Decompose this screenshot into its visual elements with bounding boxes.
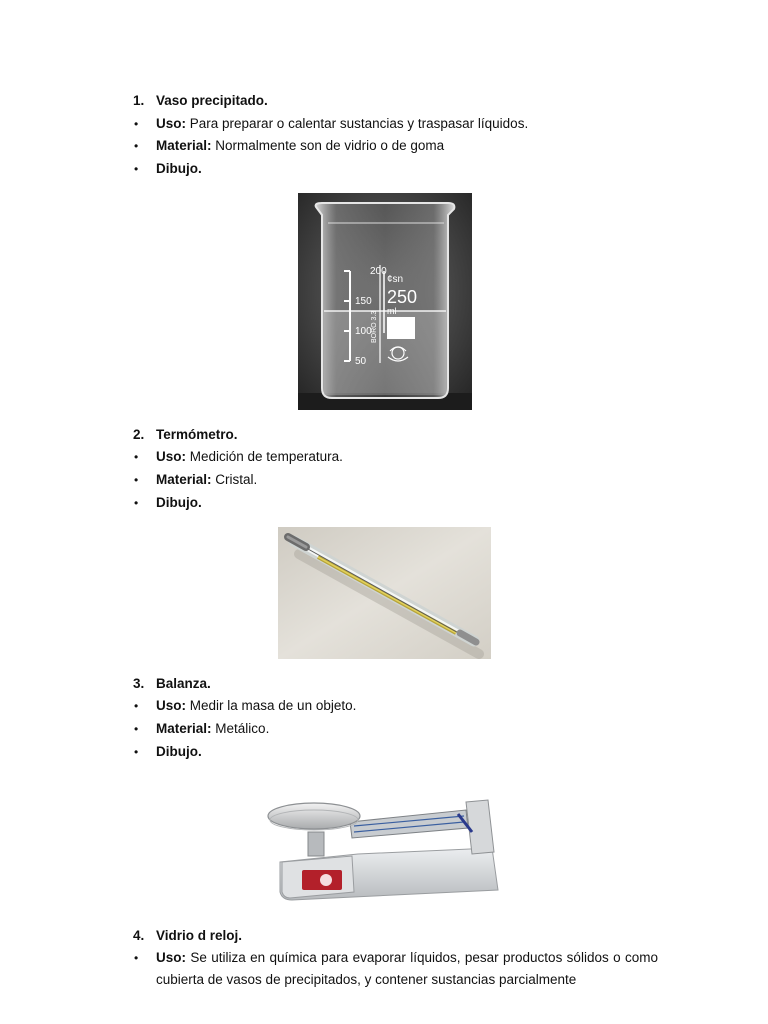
uso-label: Uso: — [156, 116, 186, 131]
item-4-title: Vidrio d reloj. — [156, 928, 243, 943]
bullet: • — [134, 722, 139, 736]
item-3-number: 3. — [133, 676, 145, 691]
beaker-photo — [298, 193, 472, 410]
dibujo-label: Dibujo. — [156, 744, 202, 759]
capacity-prefix: ¢sn — [387, 274, 404, 285]
item-1-number: 1. — [133, 93, 145, 108]
item-2-title: Termómetro. — [156, 427, 238, 442]
bullet: • — [134, 117, 139, 131]
mark-200: 200 — [370, 266, 387, 277]
material-text: Cristal. — [215, 472, 258, 487]
uso-text: Para preparar o calentar sustancias y traspasar líquidos. — [189, 116, 529, 131]
mark-50: 50 — [355, 356, 367, 367]
material-text: Metálico. — [215, 721, 270, 736]
bullet: • — [134, 745, 139, 759]
dibujo-label: Dibujo. — [156, 495, 202, 510]
bullet: • — [134, 699, 139, 713]
brand-label: BORO 3.3 — [371, 310, 378, 343]
uso-text: Medición de temperatura. — [189, 449, 343, 464]
thermometer-photo — [278, 527, 491, 659]
balance-scale-icon — [262, 792, 502, 905]
uso-label: Uso: — [156, 950, 186, 965]
uso-label: Uso: — [156, 449, 186, 464]
item-3-title: Balanza. — [156, 676, 211, 691]
bullet: • — [134, 496, 139, 510]
item-2-number: 2. — [133, 427, 145, 442]
bullet: • — [134, 450, 139, 464]
beaker-icon — [298, 193, 472, 410]
material-text: Normalmente son de vidrio o de goma — [215, 138, 445, 153]
bullet: • — [134, 139, 139, 153]
bullet: • — [134, 162, 139, 176]
material-label: Material: — [156, 138, 212, 153]
mark-100: 100 — [355, 326, 372, 337]
uso-label: Uso: — [156, 698, 186, 713]
bullet: • — [134, 473, 139, 487]
thermometer-icon — [278, 527, 491, 659]
item-4-number: 4. — [133, 928, 145, 943]
uso-text: Medir la masa de un objeto. — [189, 698, 357, 713]
capacity-value: 250 — [387, 287, 418, 307]
item-4-uso — [156, 947, 658, 991]
uso-text: Se utiliza en química para evaporar líquidos, pesar productos sólidos o como cubierta de vasos de precipitados, y contener sustancias parcialmente — [156, 950, 658, 987]
balance-scale-photo — [262, 792, 502, 905]
item-1-title: Vaso precipitado. — [156, 93, 268, 108]
material-label: Material: — [156, 721, 212, 736]
mark-150: 150 — [355, 296, 372, 307]
capacity-unit: ml — [387, 306, 397, 316]
material-label: Material: — [156, 472, 212, 487]
dibujo-label: Dibujo. — [156, 161, 202, 176]
bullet: • — [134, 951, 139, 965]
